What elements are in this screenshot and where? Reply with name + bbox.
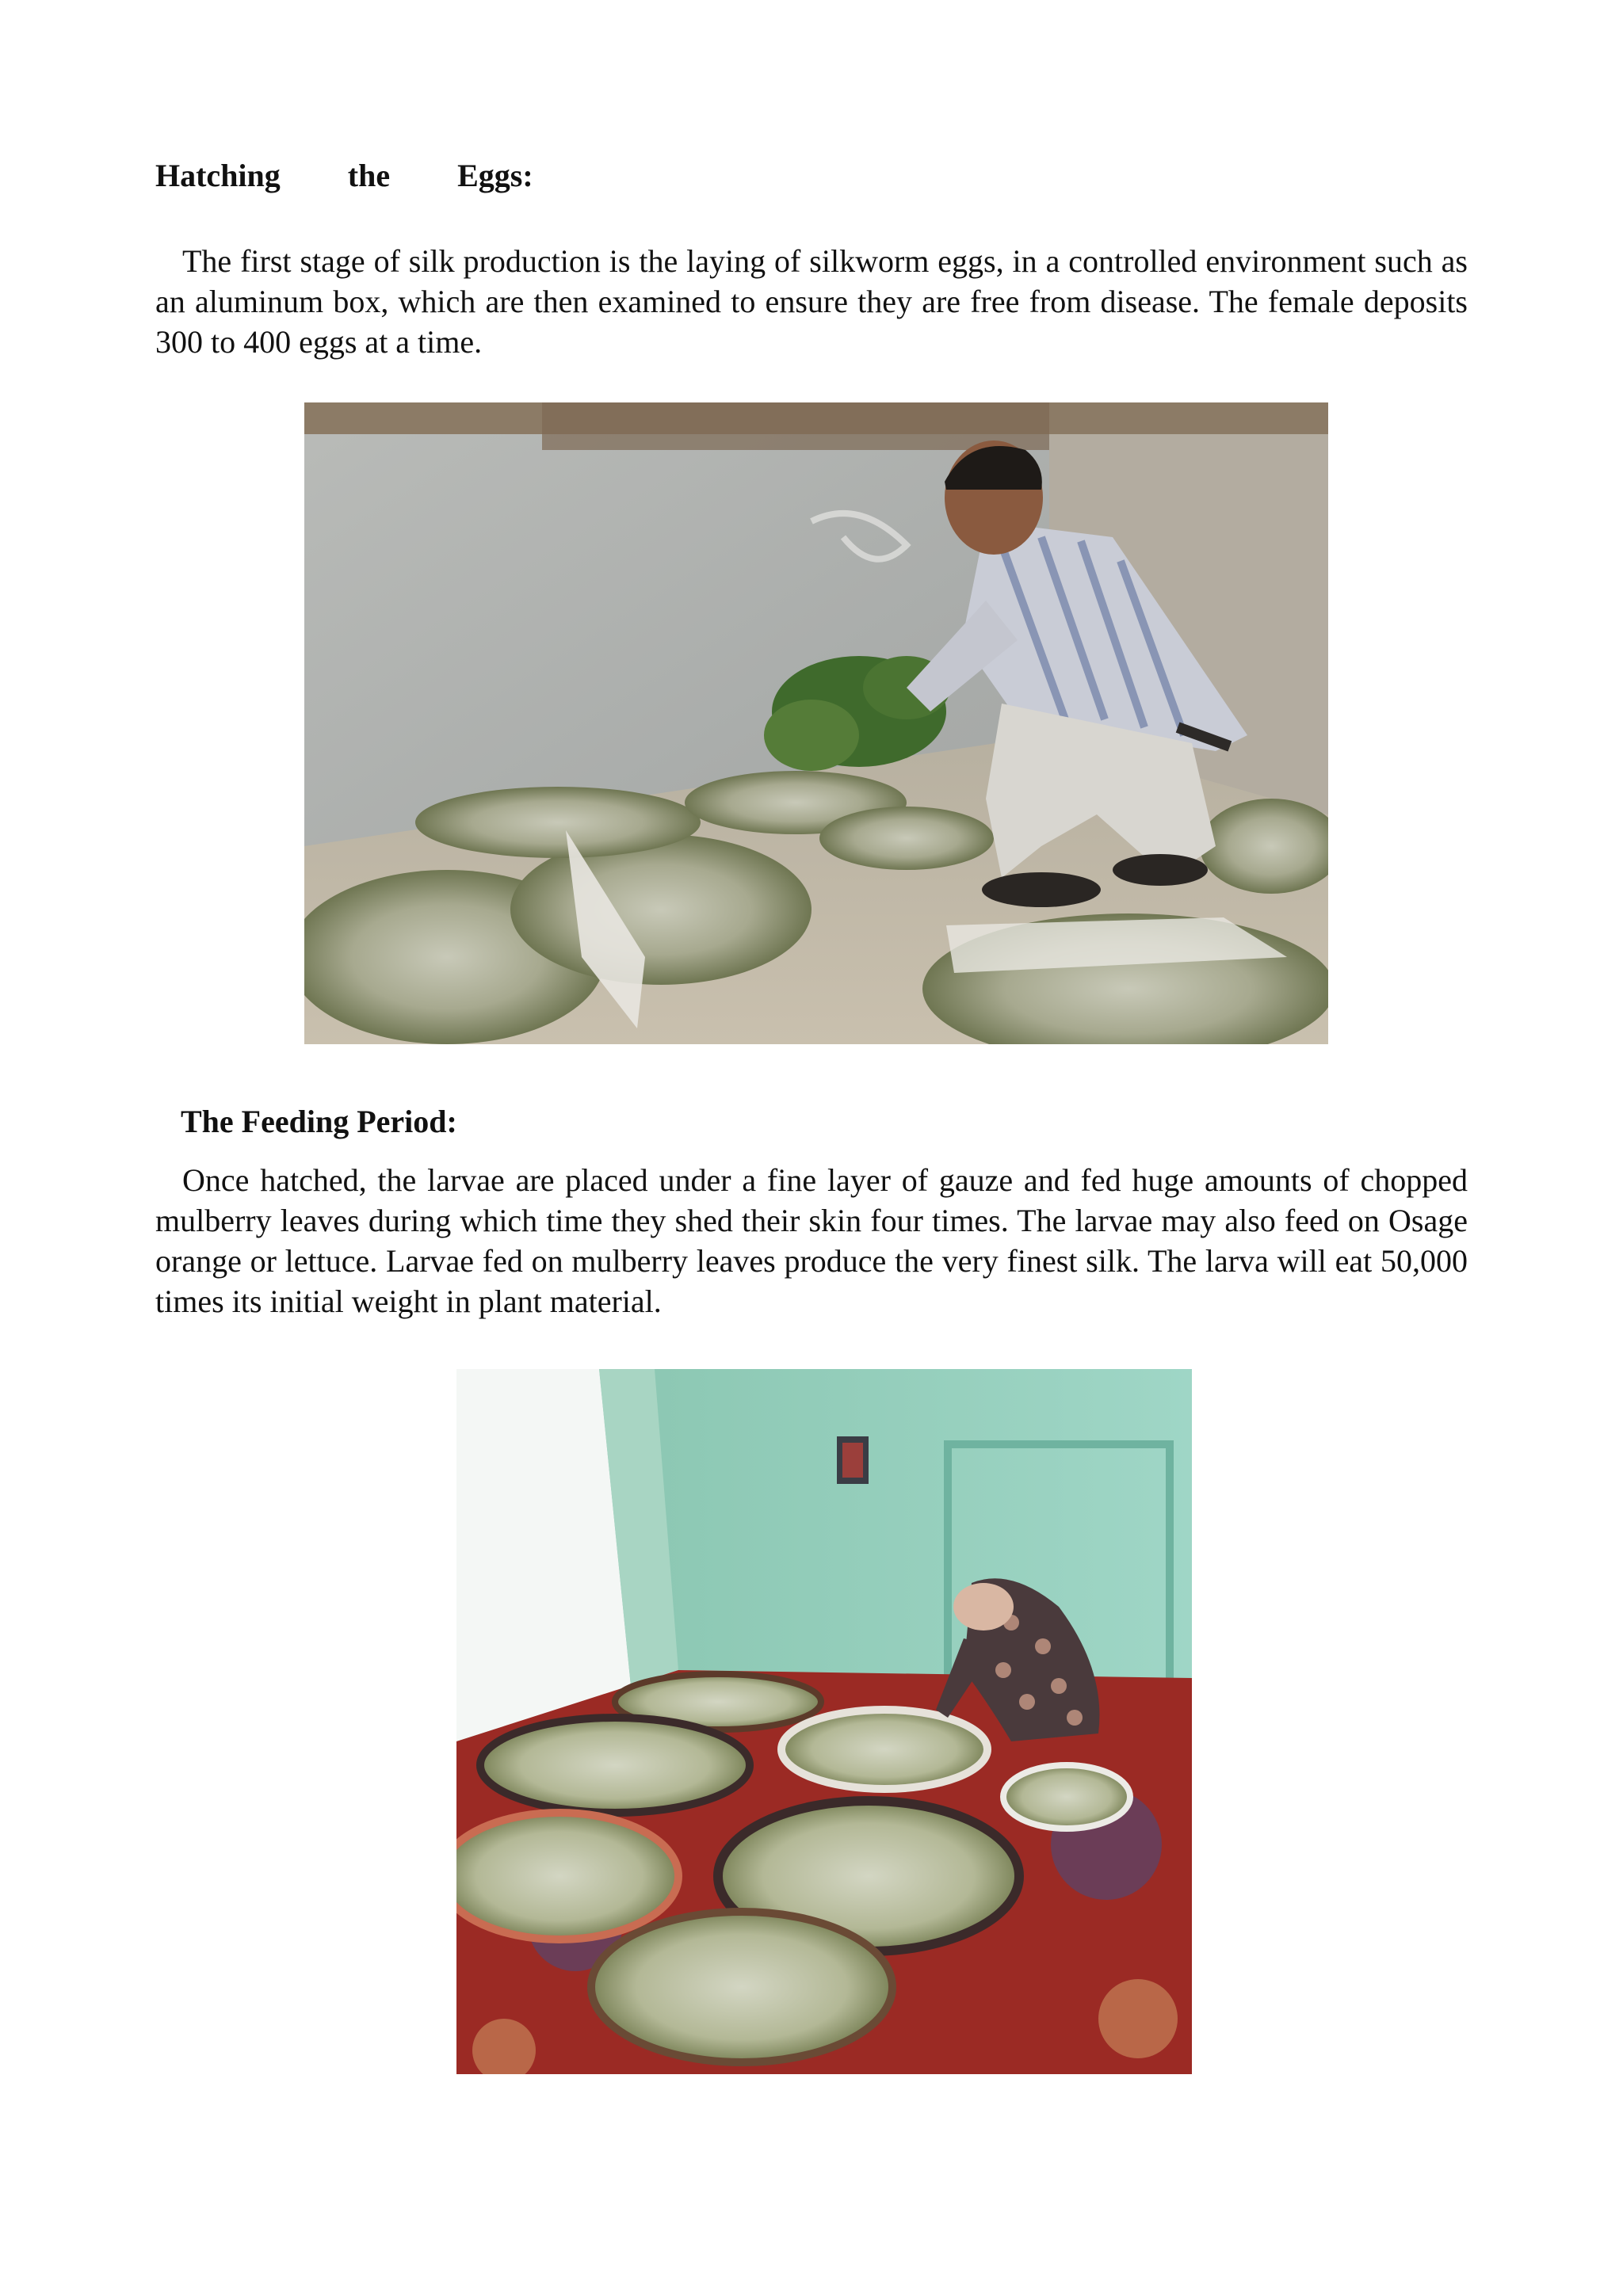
- section-paragraph-feeding: Once hatched, the larvae are placed under a fine layer of gauze and fed huge amounts of chopped mulberry leaves during which time they shed their skin four times. The larvae may also feed on Osage orange or lettuce. Larvae fed on mulberry leaves produce the very finest silk. The larva will eat 50,000 times its initial weight in plant material.: [155, 1162, 1468, 1319]
- section-heading-hatching: Hatching the Eggs:: [155, 158, 533, 193]
- section-paragraph-hatching: The first stage of silk production is the laying of silkworm eggs, in a controlled environment such as an aluminum box, which are then examined to ensure they are free from disease. The female deposits 300 to 400 eggs at a time.: [155, 243, 1468, 360]
- silkworm-trays-photo: [456, 1369, 1192, 2074]
- section-heading-feeding: The Feeding Period:: [181, 1104, 457, 1139]
- silkworm-feeding-photo: [304, 402, 1328, 1044]
